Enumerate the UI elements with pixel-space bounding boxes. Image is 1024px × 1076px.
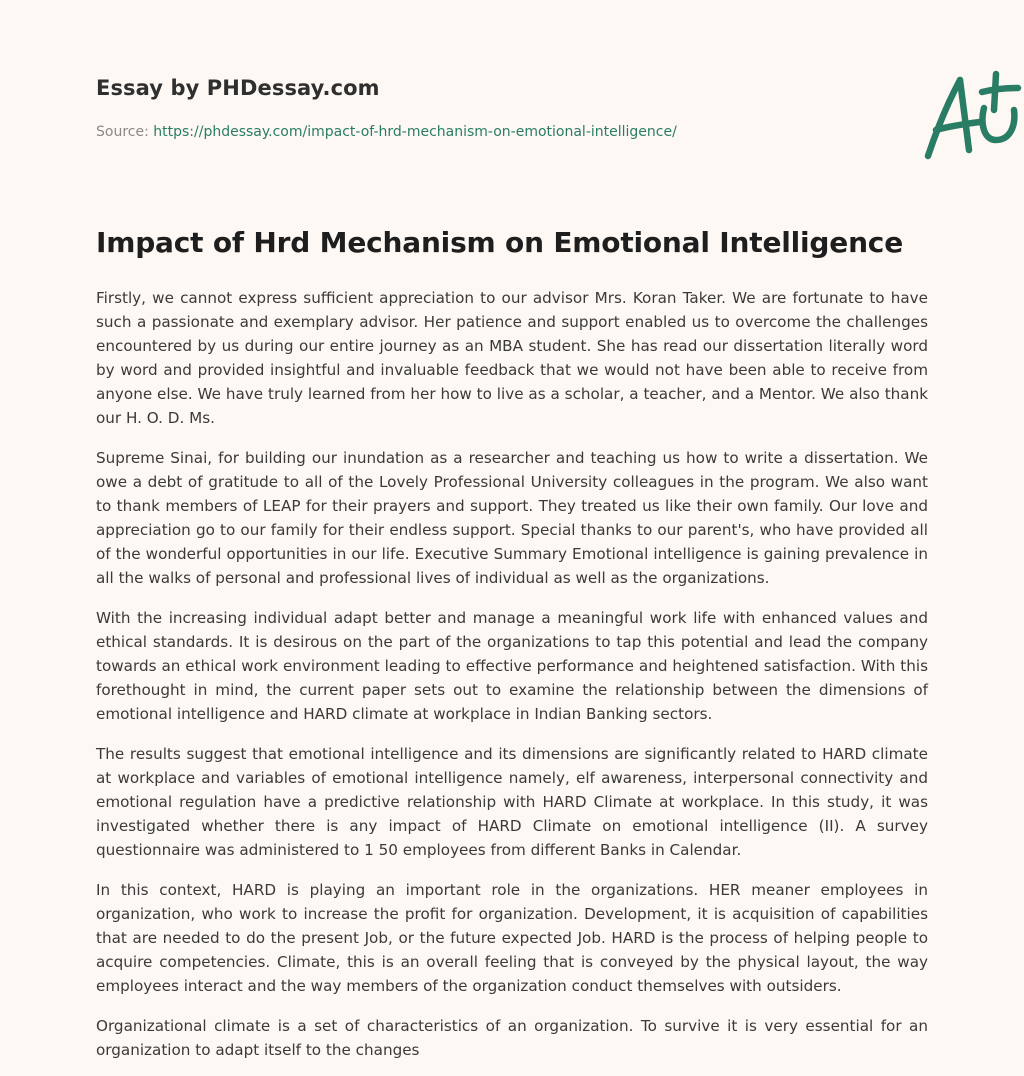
essay-body <box>96 286 928 1076</box>
essay-title: Impact of Hrd Mechanism on Emotional Intelligence <box>96 226 903 259</box>
brand-title: Essay by PHDessay.com <box>96 76 380 100</box>
paragraph: With the increasing individual adapt better and manage a meaningful work life with enhanced values and ethical standards. It is desirous on the part of the organizations to tap this potential and lead the company towards an ethical work environment leading to effective performance and heightened satisfaction. With this forethought in mind, the current paper sets out to examine the relationship between the dimensions of emotional intelligence and HARD climate at workplace in Indian Banking sectors. <box>96 609 928 723</box>
source-label: Source: <box>96 124 154 140</box>
paragraph: The results suggest that emotional intelligence and its dimensions are significantly related to HARD climate at workplace and variables of emotional intelligence namely, elf awareness, interpersonal connectivity and emotional regulation have a predictive relationship with HARD Climate at workplace. In this study, it was investigated whether there is any impact of HARD Climate on emotional intelligence (II). A survey questionnaire was administered to 1 50 employees from different Banks in Calendar. <box>96 745 928 859</box>
paragraph: Supreme Sinai, for building our inundation as a researcher and teaching us how to write a dissertation. We owe a debt of gratitude to all of the Lovely Professional University colleagues in the program. We also want to thank members of LEAP for their prayers and support. They treated us like their own family. Our love and appreciation go to our family for their endless support. Special thanks to our parent's, who have provided all of the wonderful opportunities in our life. Executive Summary Emotional intelligence is gaining prevalence in all the walks of personal and professional lives of individual as well as the organizations. <box>96 449 928 587</box>
paragraph: In this context, HARD is playing an important role in the organizations. HER meaner employees in organization, who work to increase the profit for organization. Development, it is acquisition of capabilities that are needed to do the present Job, or the future expected Job. HARD is the process of helping people to acquire competencies. Climate, this is an overall feeling that is conveyed by the physical layout, the way employees interact and the way members of the organization conduct themselves with outsiders. <box>96 881 928 995</box>
paragraph: Organizational climate is a set of characteristics of an organization. To survive it is very essential for an organization to adapt itself to the changes <box>96 1017 928 1059</box>
a-plus-logo-icon <box>922 68 1022 164</box>
paragraph: Firstly, we cannot express sufficient appreciation to our advisor Mrs. Koran Taker. We are fortunate to have such a passionate and exemplary advisor. Her patience and support enabled us to overcome the challenges encountered by us during our entire journey as an MBA student. She has read our dissertation literally word by word and provided insightful and invaluable feedback that we would not have been able to receive from anyone else. We have truly learned from her how to live as a scholar, a teacher, and a Mentor. We also thank our H. O. D. Ms. <box>96 289 928 427</box>
source-line <box>96 124 677 140</box>
source-link[interactable]: https://phdessay.com/impact-of-hrd-mechanism-on-emotional-intelligence/ <box>153 124 677 140</box>
